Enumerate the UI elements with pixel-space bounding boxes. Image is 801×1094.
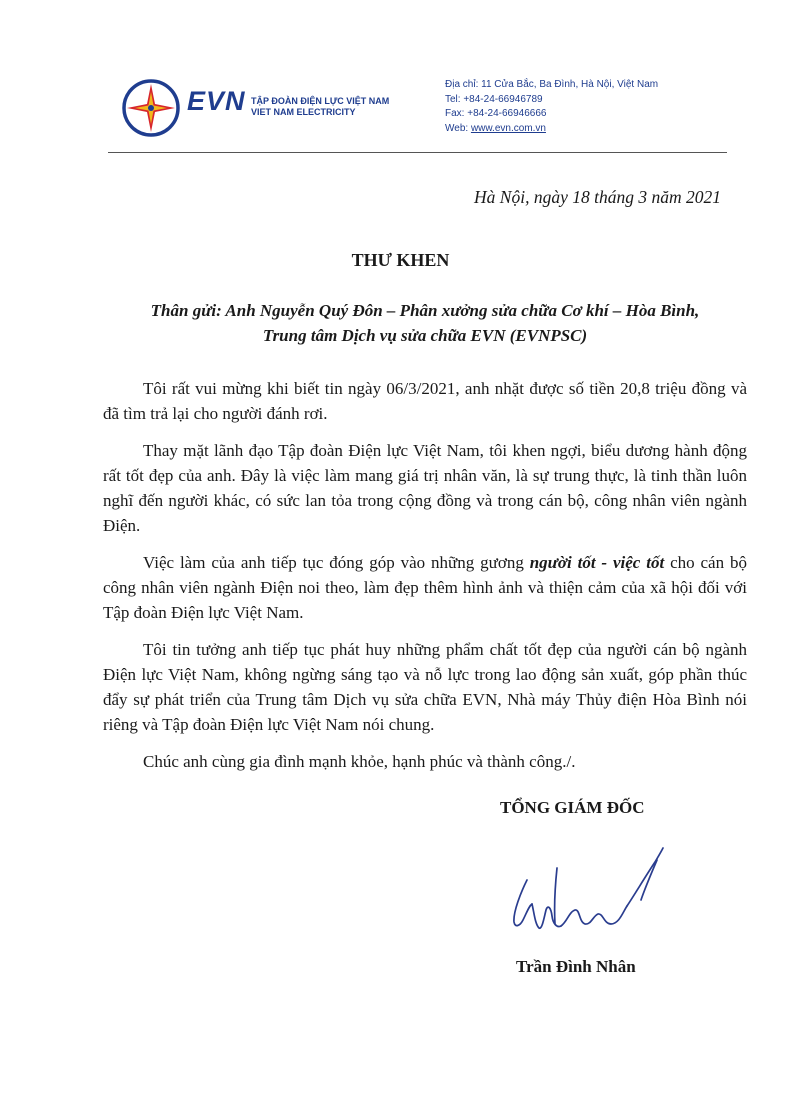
organization-name — [251, 96, 389, 118]
telephone: Tel: +84-24-66946789 — [445, 93, 543, 105]
recipient-line-2: Trung tâm Dịch vụ sửa chữa EVN (EVNPSC) — [262, 326, 588, 345]
org-name-en: VIET NAM ELECTRICITY — [251, 107, 356, 117]
paragraph-3 — [103, 550, 747, 625]
paragraph-5: Chúc anh cùng gia đình mạnh khỏe, hạnh phúc và thành công./. — [143, 752, 576, 771]
paragraph-2: Thay mặt lãnh đạo Tập đoàn Điện lực Việt Nam, tôi khen ngợi, biểu dương hành động rất tốt đẹp của anh. Đây là việc làm mang giá trị nhân văn, là sự trung thực, là tinh thần luôn nghĩ đến người khác, có sức lan tỏa trong cộng đồng và trong cán bộ, công nhân viên ngành Điện. — [103, 441, 747, 535]
website-link[interactable]: www.evn.com.vn — [470, 122, 546, 134]
recipient-line-1: Thân gửi: Anh Nguyễn Quý Đôn – Phân xưởng sửa chữa Cơ khí – Hòa Bình, — [150, 301, 700, 320]
address: Địa chỉ: 11 Cửa Bắc, Ba Đình, Hà Nội, Việt Nam — [445, 79, 659, 90]
letter-title: THƯ KHEN — [351, 250, 450, 270]
handwritten-signature — [505, 832, 675, 947]
website-label: Web: — [445, 122, 471, 134]
contact-info — [445, 78, 658, 136]
evn-logo-icon — [121, 78, 181, 138]
paragraph-3-end: cho cán bộ công nhân viên ngành Điện noi theo, làm đẹp thêm hình ảnh và thiện cảm của xã hội đối với Tập đoàn Điện lực Việt Nam. — [103, 553, 747, 622]
brand-name: EVN — [187, 86, 246, 116]
website — [445, 122, 658, 137]
letter-date: Hà Nội, ngày 18 tháng 3 năm 2021 — [474, 187, 721, 207]
paragraph-4: Tôi tin tưởng anh tiếp tục phát huy những phẩm chất tốt đẹp của người cán bộ ngành Điện lực Việt Nam, không ngừng sáng tạo và nỗ lực trong lao động sản xuất, góp phần thúc đẩy sự phát triển của Trung tâm Dịch vụ sửa chữa EVN, Nhà máy Thủy điện Hòa Bình nói riêng và Tập đoàn Điện lực Việt Nam nói chung. — [103, 640, 747, 734]
signer-name: Trần Đình Nhân — [516, 957, 636, 976]
recipient — [100, 298, 750, 348]
emphasis-good-person-good-deed: người tốt - việc tốt — [529, 553, 665, 572]
letter-body — [103, 376, 747, 786]
fax: Fax: +84-24-66946666 — [445, 108, 547, 119]
signer-title: TỔNG GIÁM ĐỐC — [500, 798, 645, 817]
paragraph-1: Tôi rất vui mừng khi biết tin ngày 06/3/2021, anh nhặt được số tiền 20,8 triệu đồng và đã tìm trả lại cho người đánh rơi. — [103, 379, 747, 423]
paragraph-3-start: Việc làm của anh tiếp tục đóng góp vào những gương — [143, 553, 530, 572]
org-name-vn: TẬP ĐOÀN ĐIỆN LỰC VIỆT NAM — [251, 96, 390, 106]
header-divider — [108, 152, 727, 153]
